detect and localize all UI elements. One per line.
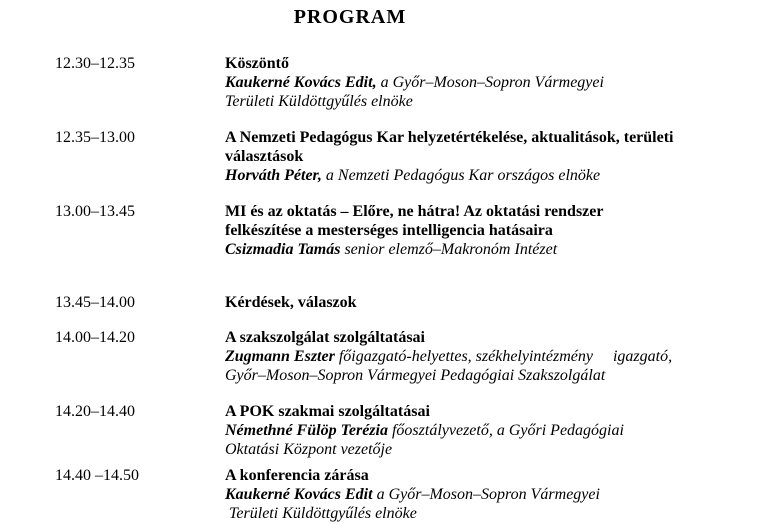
speaker-description: senior elemző–Makronóm Intézet bbox=[340, 241, 558, 258]
session-title-segment: Kérdések, válaszok bbox=[225, 294, 357, 311]
schedule-row bbox=[0, 128, 768, 185]
session-title-segment: A szakszolgálat szolgáltatásai bbox=[225, 329, 425, 346]
schedule-row bbox=[0, 202, 768, 259]
speaker-description: a Győr–Moson–Sopron Vármegyei bbox=[372, 486, 600, 503]
session-details bbox=[225, 128, 755, 185]
session-line bbox=[225, 73, 755, 92]
speaker-name: Kaukerné Kovács Edit bbox=[225, 486, 373, 503]
session-title-segment: választások bbox=[225, 148, 304, 165]
schedule-row bbox=[0, 293, 768, 312]
session-line bbox=[225, 485, 755, 504]
speaker-description: a Nemzeti Pedagógus Kar országos elnöke bbox=[321, 167, 601, 184]
session-time: 12.30–12.35 bbox=[55, 55, 135, 72]
session-details bbox=[225, 54, 755, 111]
schedule-row bbox=[0, 466, 768, 523]
session-line bbox=[225, 221, 755, 240]
session-line bbox=[225, 147, 755, 166]
speaker-description: főosztályvezető, a Győri Pedagógiai bbox=[387, 422, 624, 439]
schedule-table bbox=[0, 54, 768, 523]
session-line bbox=[225, 440, 755, 459]
session-line bbox=[225, 466, 755, 485]
speaker-description: Oktatási Központ vezetője bbox=[225, 441, 393, 458]
schedule-row bbox=[0, 54, 768, 111]
speaker-description: a Győr–Moson–Sopron Vármegyei bbox=[376, 74, 604, 91]
session-time: 14.20–14.40 bbox=[55, 403, 135, 420]
session-line bbox=[225, 347, 755, 366]
schedule-row bbox=[0, 328, 768, 385]
speaker-name: Zugmann Eszter bbox=[225, 348, 335, 365]
session-line bbox=[225, 293, 755, 312]
speaker-description: Területi Küldöttgyűlés elnöke bbox=[225, 505, 417, 522]
session-line bbox=[225, 92, 755, 111]
speaker-description: Győr–Moson–Sopron Vármegyei Pedagógiai Szakszolgálat bbox=[225, 367, 606, 384]
session-time: 13.00–13.45 bbox=[55, 203, 135, 220]
session-time: 14.40 –14.50 bbox=[55, 467, 139, 484]
speaker-name: Horváth Péter, bbox=[225, 167, 322, 184]
session-title-segment: A POK szakmai szolgáltatásai bbox=[225, 403, 430, 420]
speaker-name: Csizmadia Tamás bbox=[225, 241, 341, 258]
schedule-row bbox=[0, 402, 768, 459]
session-line bbox=[225, 421, 755, 440]
speaker-description: főigazgató-helyettes, székhelyintézmény igazgató, bbox=[334, 348, 673, 365]
session-line bbox=[225, 128, 755, 147]
session-details bbox=[225, 202, 755, 259]
session-line bbox=[225, 366, 755, 385]
session-title-segment: A konferencia zárása bbox=[225, 467, 369, 484]
session-time: 12.35–13.00 bbox=[55, 129, 135, 146]
session-title-segment: Köszöntő bbox=[225, 55, 289, 72]
session-time: 13.45–14.00 bbox=[55, 294, 135, 311]
session-line bbox=[225, 240, 755, 259]
session-line bbox=[225, 504, 755, 523]
session-title-segment: A Nemzeti Pedagógus Kar helyzetértékelése, aktualitások, területi bbox=[225, 129, 674, 146]
speaker-description: Területi Küldöttgyűlés elnöke bbox=[225, 93, 413, 110]
session-line bbox=[225, 166, 755, 185]
session-details bbox=[225, 466, 755, 523]
session-line bbox=[225, 54, 755, 73]
session-line bbox=[225, 402, 755, 421]
session-title-segment: felkészítése a mesterséges intelligencia hatásaira bbox=[225, 222, 553, 239]
session-line bbox=[225, 328, 755, 347]
session-title-segment: MI és az oktatás – Előre, ne hátra! Az oktatási rendszer bbox=[225, 203, 604, 220]
session-details bbox=[225, 328, 755, 385]
page-title: PROGRAM bbox=[293, 6, 407, 28]
session-time: 14.00–14.20 bbox=[55, 329, 135, 346]
session-details bbox=[225, 293, 755, 312]
session-line bbox=[225, 202, 755, 221]
speaker-name: Kaukerné Kovács Edit, bbox=[225, 74, 377, 91]
speaker-name: Némethné Fülöp Terézia bbox=[225, 422, 388, 439]
session-details bbox=[225, 402, 755, 459]
